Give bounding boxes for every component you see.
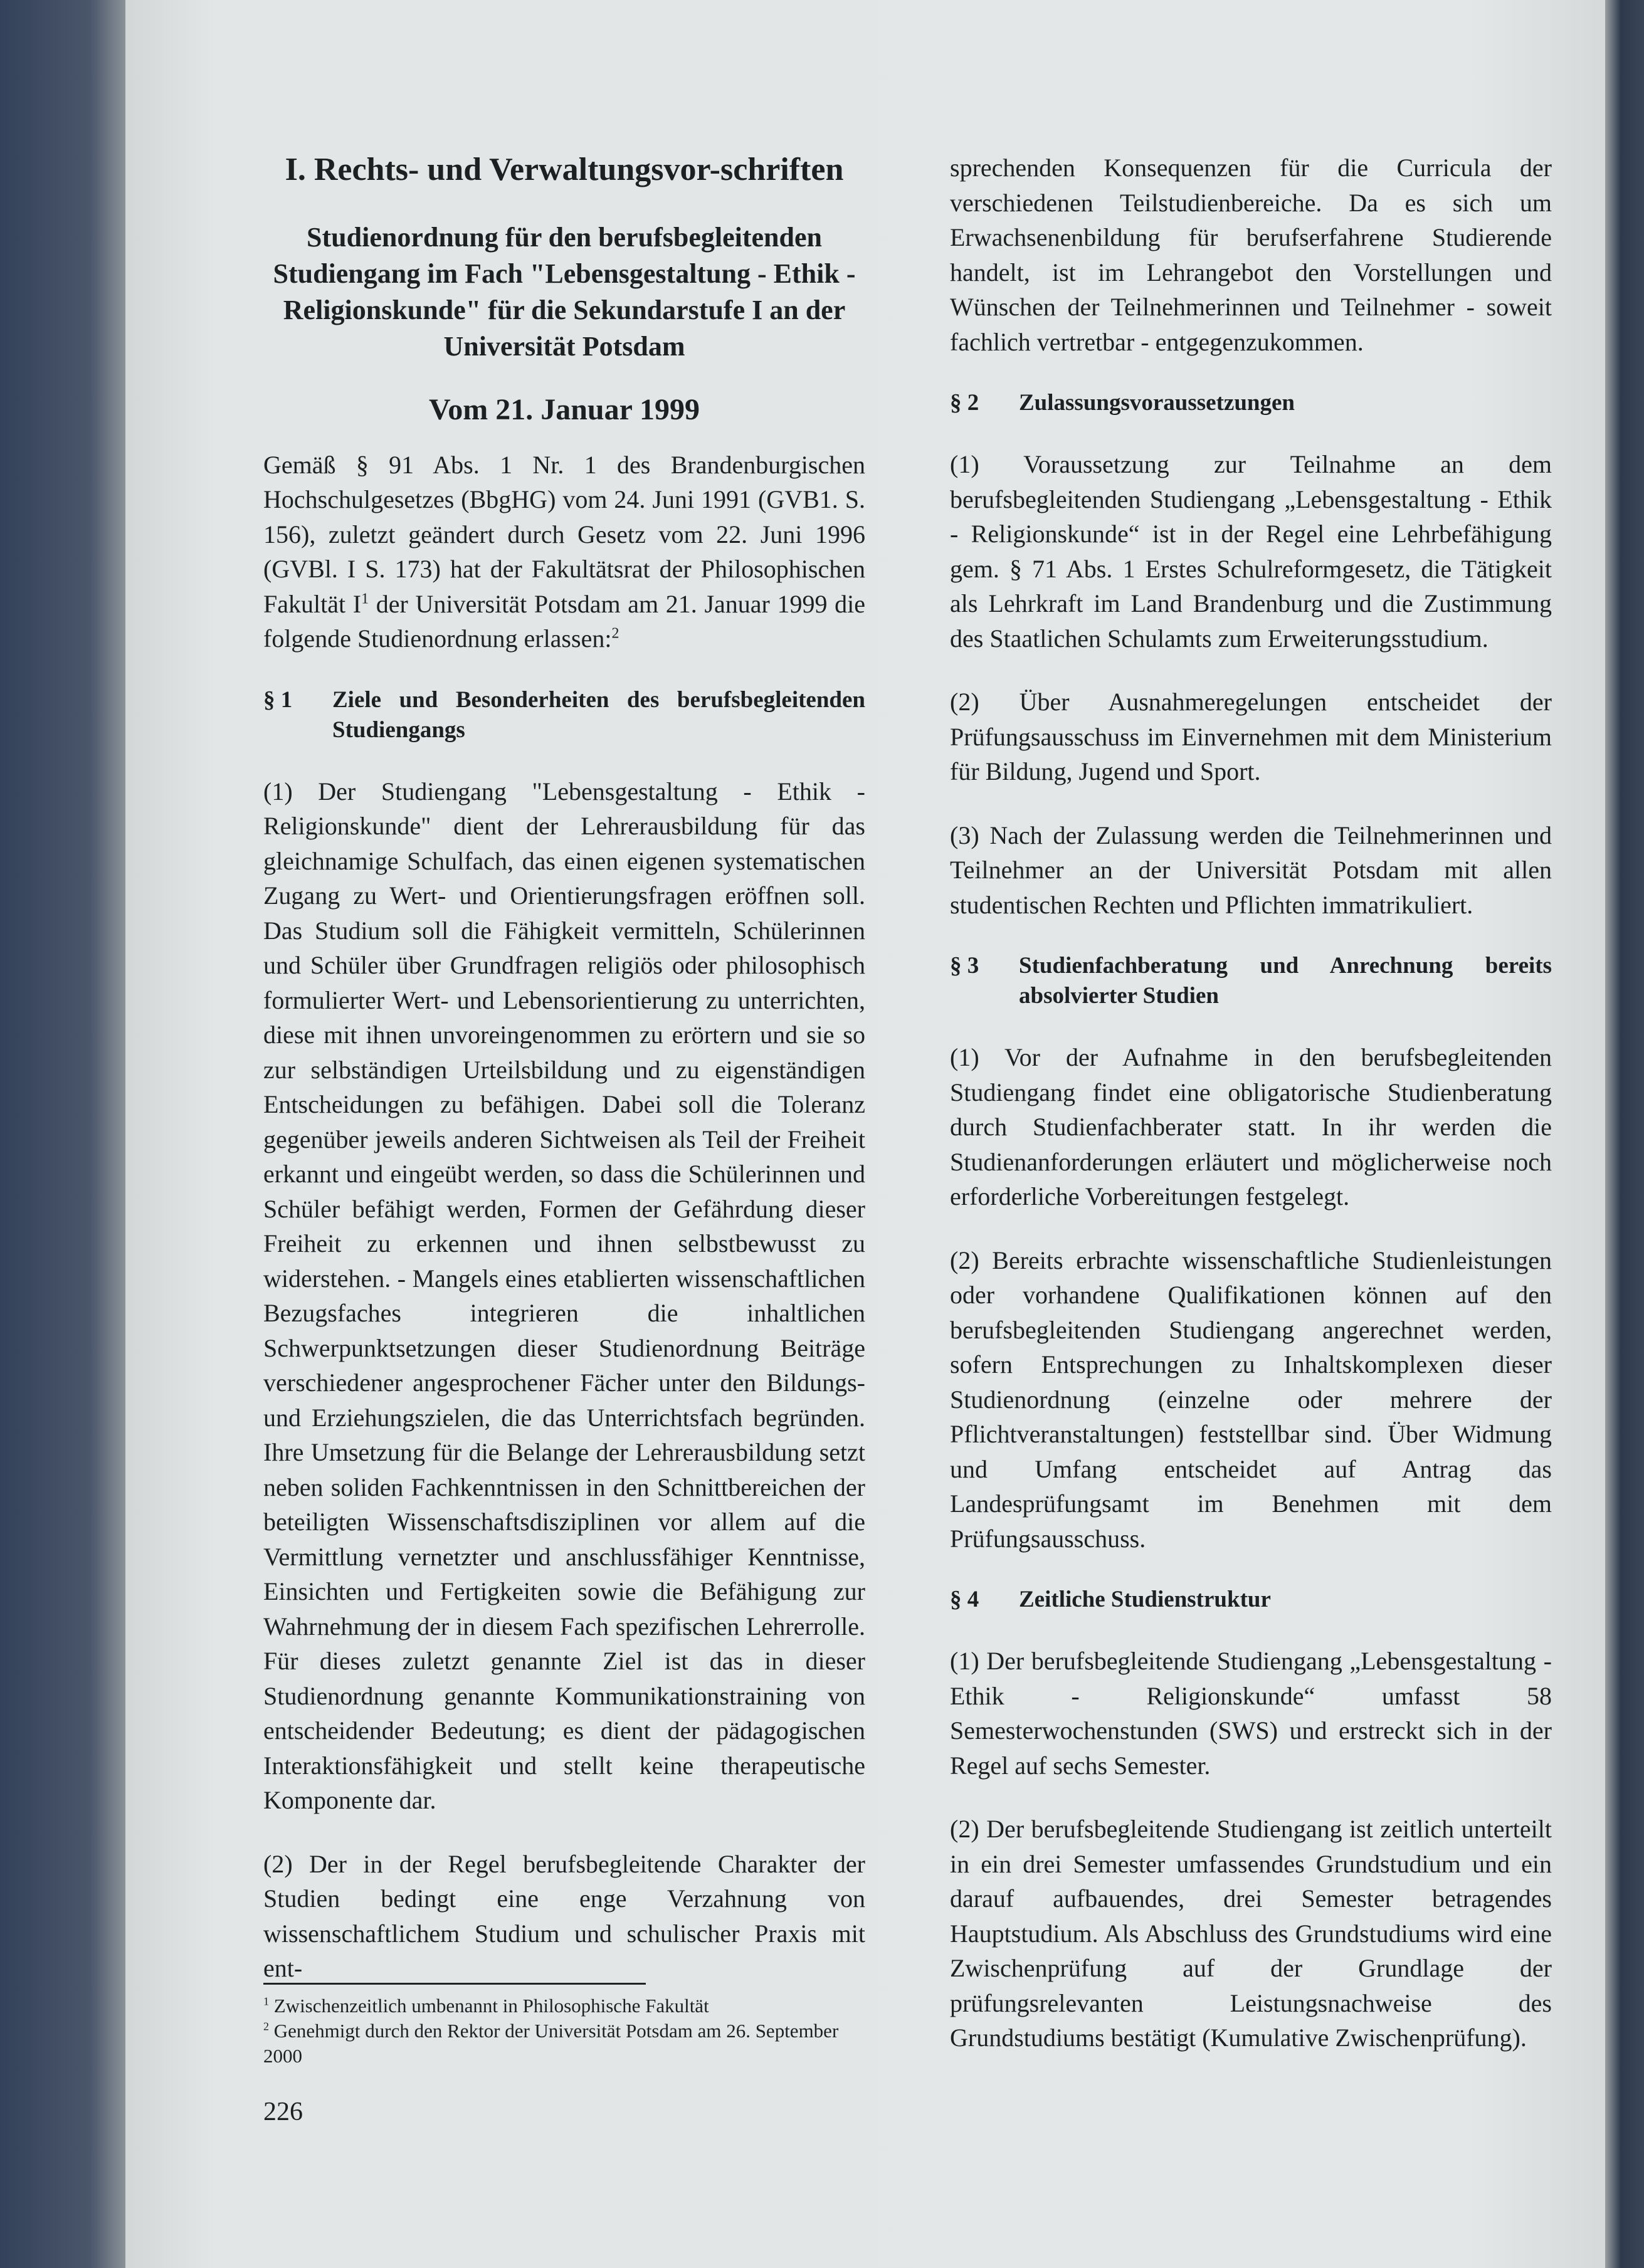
section-heading-4: [950, 1585, 1552, 1615]
left-column: [263, 150, 865, 2015]
chapter-title: I. Rechts- und Verwaltungsvor-schriften: [285, 152, 844, 187]
paragraph: (3) Nach der Zulassung werden die Teilnehmerinnen und Teilnehmer an der Universität Potsdam mit allen studentischen Rechten und Pflichten immatrikuliert.: [950, 821, 1552, 919]
section-heading-3: [950, 951, 1552, 1011]
page-edge: [1605, 0, 1644, 2268]
section-title: Studienfachberatung und Anrechnung bereits absolvierter Studien: [1019, 953, 1552, 1009]
section-heading-2: [950, 388, 1552, 418]
section-title: Zeitliche Studienstruktur: [1019, 1587, 1271, 1612]
footnote: [263, 2019, 865, 2069]
footnotes: [263, 1993, 865, 2069]
section-number: § 1: [263, 686, 293, 713]
preamble-text-a: Gemäß § 91 Abs. 1 Nr. 1 des Brandenburgischen Hochschulgesetzes (BbgHG) vom 24. Juni 1991 (GVB1. S. 156), zuletzt geändert durch Gesetz vom 22. Juni 1996 (GVBl. I S. 173) hat der Fakultätsrat der Philosophischen Fakultät I: [263, 450, 865, 618]
paragraph: (2) Über Ausnahmeregelungen entscheidet der Prüfungsausschuss im Einvernehmen mit dem Ministerium für Bildung, Jugend und Sport.: [950, 688, 1552, 785]
paragraph: (2) Der in der Regel berufsbegleitende Charakter der Studien bedingt eine enge Verzahnung von wissenschaftlichem Studium und schulischer Praxis mit ent-: [263, 1849, 865, 1982]
paragraph: (1) Der berufsbegleitende Studiengang „Lebensgestaltung - Ethik - Religionskunde“ umfasst 58 Semesterwochenstunden (SWS) und erstreckt sich in der Regel auf sechs Semester.: [950, 1647, 1552, 1780]
paragraph: sprechenden Konsequenzen für die Curricula der verschiedenen Teilstudienbereiche. Da es sich um Erwachsenenbildung für berufserfahrene Studierende handelt, ist im Lehrangebot den Vorstellungen und Wünschen der Teilnehmerinnen und Teilnehmer - soweit fachlich vertretbar - entgegenzukommen.: [950, 154, 1552, 356]
footnote-ref-1: 1: [361, 591, 369, 607]
footnote-mark: 1: [263, 1995, 269, 2008]
page-number: 226: [263, 2097, 303, 2126]
section-number: § 2: [950, 390, 979, 416]
document-subtitle: Studienordnung für den berufsbegleitenden Studiengang im Fach "Lebensgestaltung - Ethik - Religionskunde" für die Sekundarstufe I an der Universität Potsdam: [273, 222, 856, 362]
paragraph: (1) Vor der Aufnahme in den berufsbegleitenden Studiengang findet eine obligatorische Studienberatung durch Studienfachberater statt. In ihr werden die Studienanforderungen erläutert und möglicherweise noch erforderliche Vorbereitungen festgelegt.: [950, 1043, 1552, 1210]
section-heading-1: [263, 685, 865, 745]
footnote-ref-2: 2: [611, 625, 619, 642]
section-number: § 4: [950, 1587, 979, 1612]
paragraph: (2) Bereits erbrachte wissenschaftliche Studienleistungen oder vorhandene Qualifikationen können auf den berufsbegleitenden Studiengang angerechnet werden, sofern Entsprechungen zu Inhaltskomplexen dieser Studienordnung (einzelne oder mehrere der Pflichtveranstaltungen) feststellbar sind. Über Widmung und Umfang entscheidet auf Antrag das Landesprüfungsamt im Benehmen mit dem Prüfungsausschuss.: [950, 1246, 1552, 1553]
footnote-text: Genehmigt durch den Rektor der Universität Potsdam am 26. September 2000: [263, 2020, 839, 2067]
right-column: [950, 150, 1552, 2084]
footnote: [263, 1993, 865, 2019]
footnote-mark: 2: [263, 2020, 269, 2033]
paragraph: (1) Voraussetzung zur Teilnahme an dem berufsbegleitenden Studiengang „Lebensgestaltung - Ethik - Religionskunde“ ist in der Regel eine Lehrbefähigung gem. § 71 Abs. 1 Erstes Schulreformgesetz, die Tätigkeit als Lehrkraft im Land Brandenburg und die Zustimmung des Staatlichen Schulamts zum Erweiterungsstudium.: [950, 450, 1552, 653]
paragraph: (2) Der berufsbegleitende Studiengang ist zeitlich unterteilt in ein drei Semester umfassendes Grundstudium und ein darauf aufbauendes, drei Semester betragendes Hauptstudium. Als Abschluss des Grundstudiums wird eine Zwischenprüfung auf der Grundlage der prüfungsrelevanten Leistungsnachweise des Grundstudiums bestätigt (Kumulative Zwischenprüfung).: [950, 1815, 1552, 2052]
paragraph: (1) Der Studiengang "Lebensgestaltung - Ethik - Religionskunde" dient der Lehrerausbildung für das gleichnamige Schulfach, das einen eigenen systematischen Zugang zu Wert- und Orientierungsfragen eröffnen soll. Das Studium soll die Fähigkeit vermitteln, Schülerinnen und Schüler über Grundfragen religiös oder philosophisch formulierter Wert- und Lebensorientierung zu unterrichten, diese mit ihnen unvoreingenommen zu erörtern und sie so zur selbständigen Urteilsbildung und zu eigenständigen Entscheidungen zu befähigen. Dabei soll die Toleranz gegenüber jeweils anderen Sichtweisen als Teil der Freiheit erkannt und eingeübt werden, so dass die Schülerinnen und Schüler befähigt werden, Formen der Gefährdung dieser Freiheit zu erkennen und ihnen selbstbewusst zu widerstehen. - Mangels eines etablierten wissenschaftlichen Bezugsfaches integrieren die inhaltlichen Schwerpunktsetzungen dieser Studienordnung Beiträge verschiedener angesprochener Fächer unter den Bildungs- und Erziehungszielen, die das Unterrichtsfach begründen. Ihre Umsetzung für die Belange der Lehrerausbildung setzt neben soliden Fachkenntnissen in den Schnittbereichen der beteiligten Wissenschaftsdisziplinen vor allem auf die Vermittlung vernetzter und anschlussfähiger Kenntnisse, Einsichten und Fertigkeiten sowie die Befähigung zur Wahrnehmung der in diesem Fach spezifischen Lehrerrolle. Für dieses zuletzt genannte Ziel ist das in dieser Studienordnung genannte Kommunikationstraining von entscheidender Bedeutung; es dient der pädagogischen Interaktionsfähigkeit und stellt keine therapeutische Komponente dar.: [263, 777, 865, 1814]
section-title: Zulassungsvoraussetzungen: [1019, 390, 1295, 416]
preamble-text-b: der Universität Potsdam am 21. Januar 1999 die folgende Studienordnung erlassen:: [263, 589, 866, 653]
footnote-divider: [263, 1983, 646, 1985]
footnote-text: Zwischenzeitlich umbenannt in Philosophische Fakultät: [273, 1995, 709, 2017]
document-date: Vom 21. Januar 1999: [428, 393, 700, 426]
section-number: § 3: [950, 953, 979, 979]
preamble: [263, 448, 865, 656]
section-title: Ziele und Besonderheiten des berufsbegleitenden Studiengangs: [332, 686, 865, 743]
